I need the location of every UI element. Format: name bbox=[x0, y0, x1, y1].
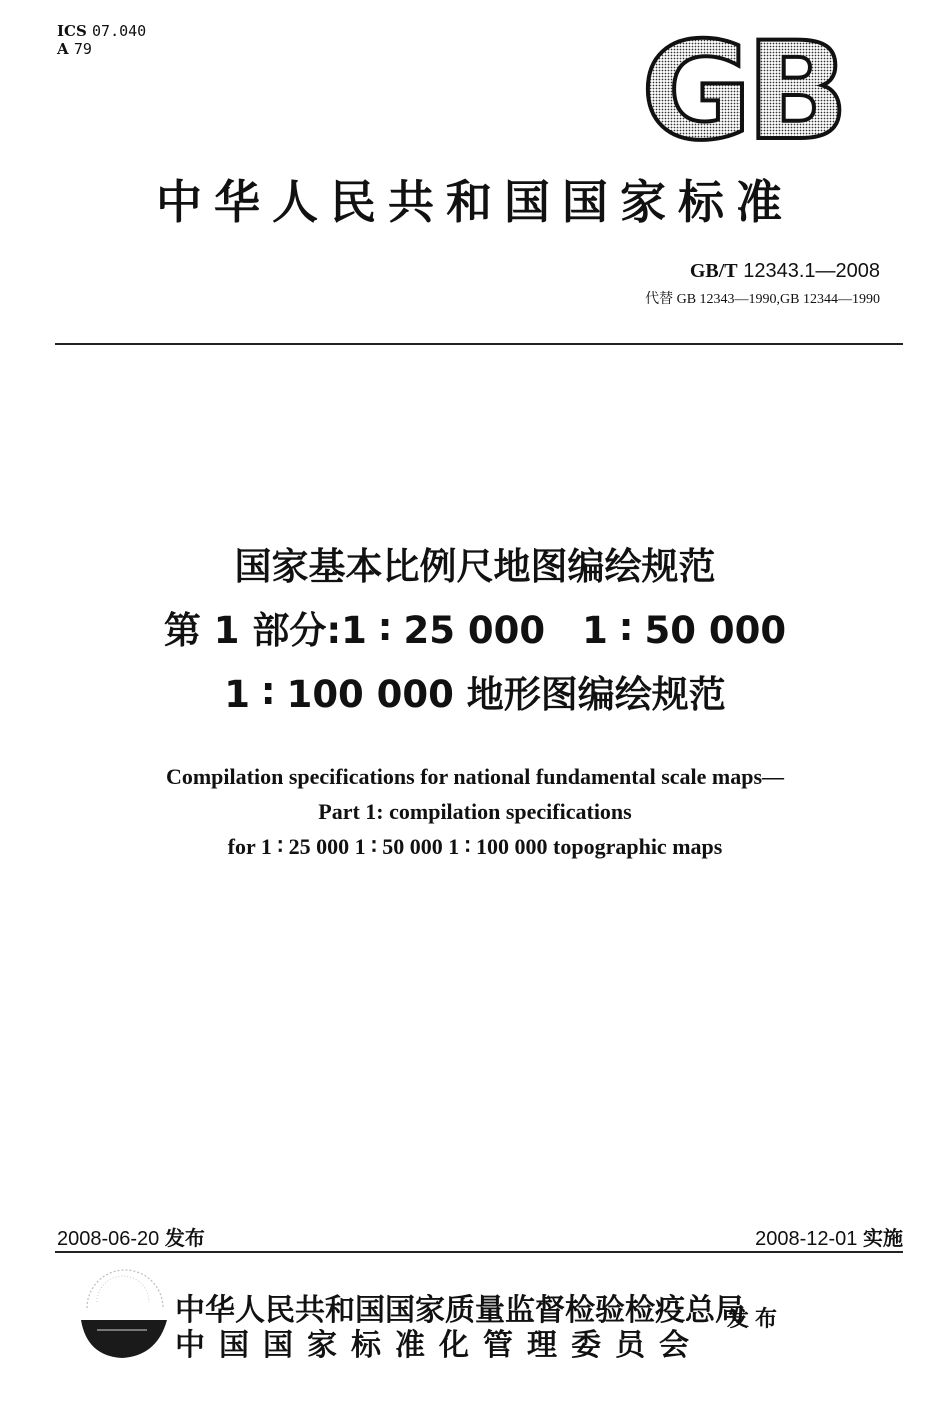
en-title-line3: for 1 ∶ 25 000 1 ∶ 50 000 1 ∶ 100 000 topographic maps bbox=[227, 834, 723, 859]
issue-date: 2008-06-20 bbox=[57, 1228, 160, 1250]
ics-code: 07.040 bbox=[92, 22, 147, 40]
issuer-seal-icon bbox=[75, 1268, 170, 1363]
cn-title-line3: 1 ∶ 100 000 地形图编绘规范 bbox=[224, 673, 726, 716]
ics-label: ICS bbox=[57, 22, 87, 40]
issue-label: 发布 bbox=[164, 1226, 205, 1250]
effective-label: 实施 bbox=[863, 1226, 903, 1250]
cn-title-line1: 国家基本比例尺地图编绘规范 bbox=[234, 545, 716, 588]
classification-block bbox=[57, 22, 146, 58]
gb-logo-text: GB bbox=[641, 30, 843, 155]
bottom-divider bbox=[55, 1251, 903, 1253]
standard-code: 12343.1—2008 bbox=[743, 260, 880, 282]
class-code: 79 bbox=[73, 40, 92, 58]
issuer-line1: 中华人民共和国国家质量监督检验检疫总局 bbox=[175, 1293, 745, 1328]
national-standard-title: 中华人民共和国国家标准 bbox=[156, 175, 794, 229]
effective-date: 2008-12-01 bbox=[755, 1228, 858, 1250]
issue-date-block bbox=[57, 1222, 205, 1251]
effective-date-block bbox=[755, 1222, 903, 1251]
standard-number bbox=[690, 260, 880, 283]
top-divider bbox=[55, 343, 903, 345]
gb-logo bbox=[640, 30, 845, 155]
issuer-line2: 中国国家标准化管理委员会 bbox=[175, 1328, 703, 1363]
cn-title-line2: 第 1 部分:1 ∶ 25 000 1 ∶ 50 000 bbox=[163, 609, 787, 652]
replaces-note: 代替 GB 12343—1990,GB 12344—1990 bbox=[645, 292, 880, 307]
class-letter: A bbox=[57, 40, 69, 58]
en-title-line2: Part 1: compilation specifications bbox=[318, 799, 632, 824]
en-title-line1: Compilation specifications for national fundamental scale maps— bbox=[165, 764, 785, 789]
standard-prefix: GB/T bbox=[689, 260, 738, 282]
publish-label: 发布 bbox=[727, 1306, 784, 1332]
